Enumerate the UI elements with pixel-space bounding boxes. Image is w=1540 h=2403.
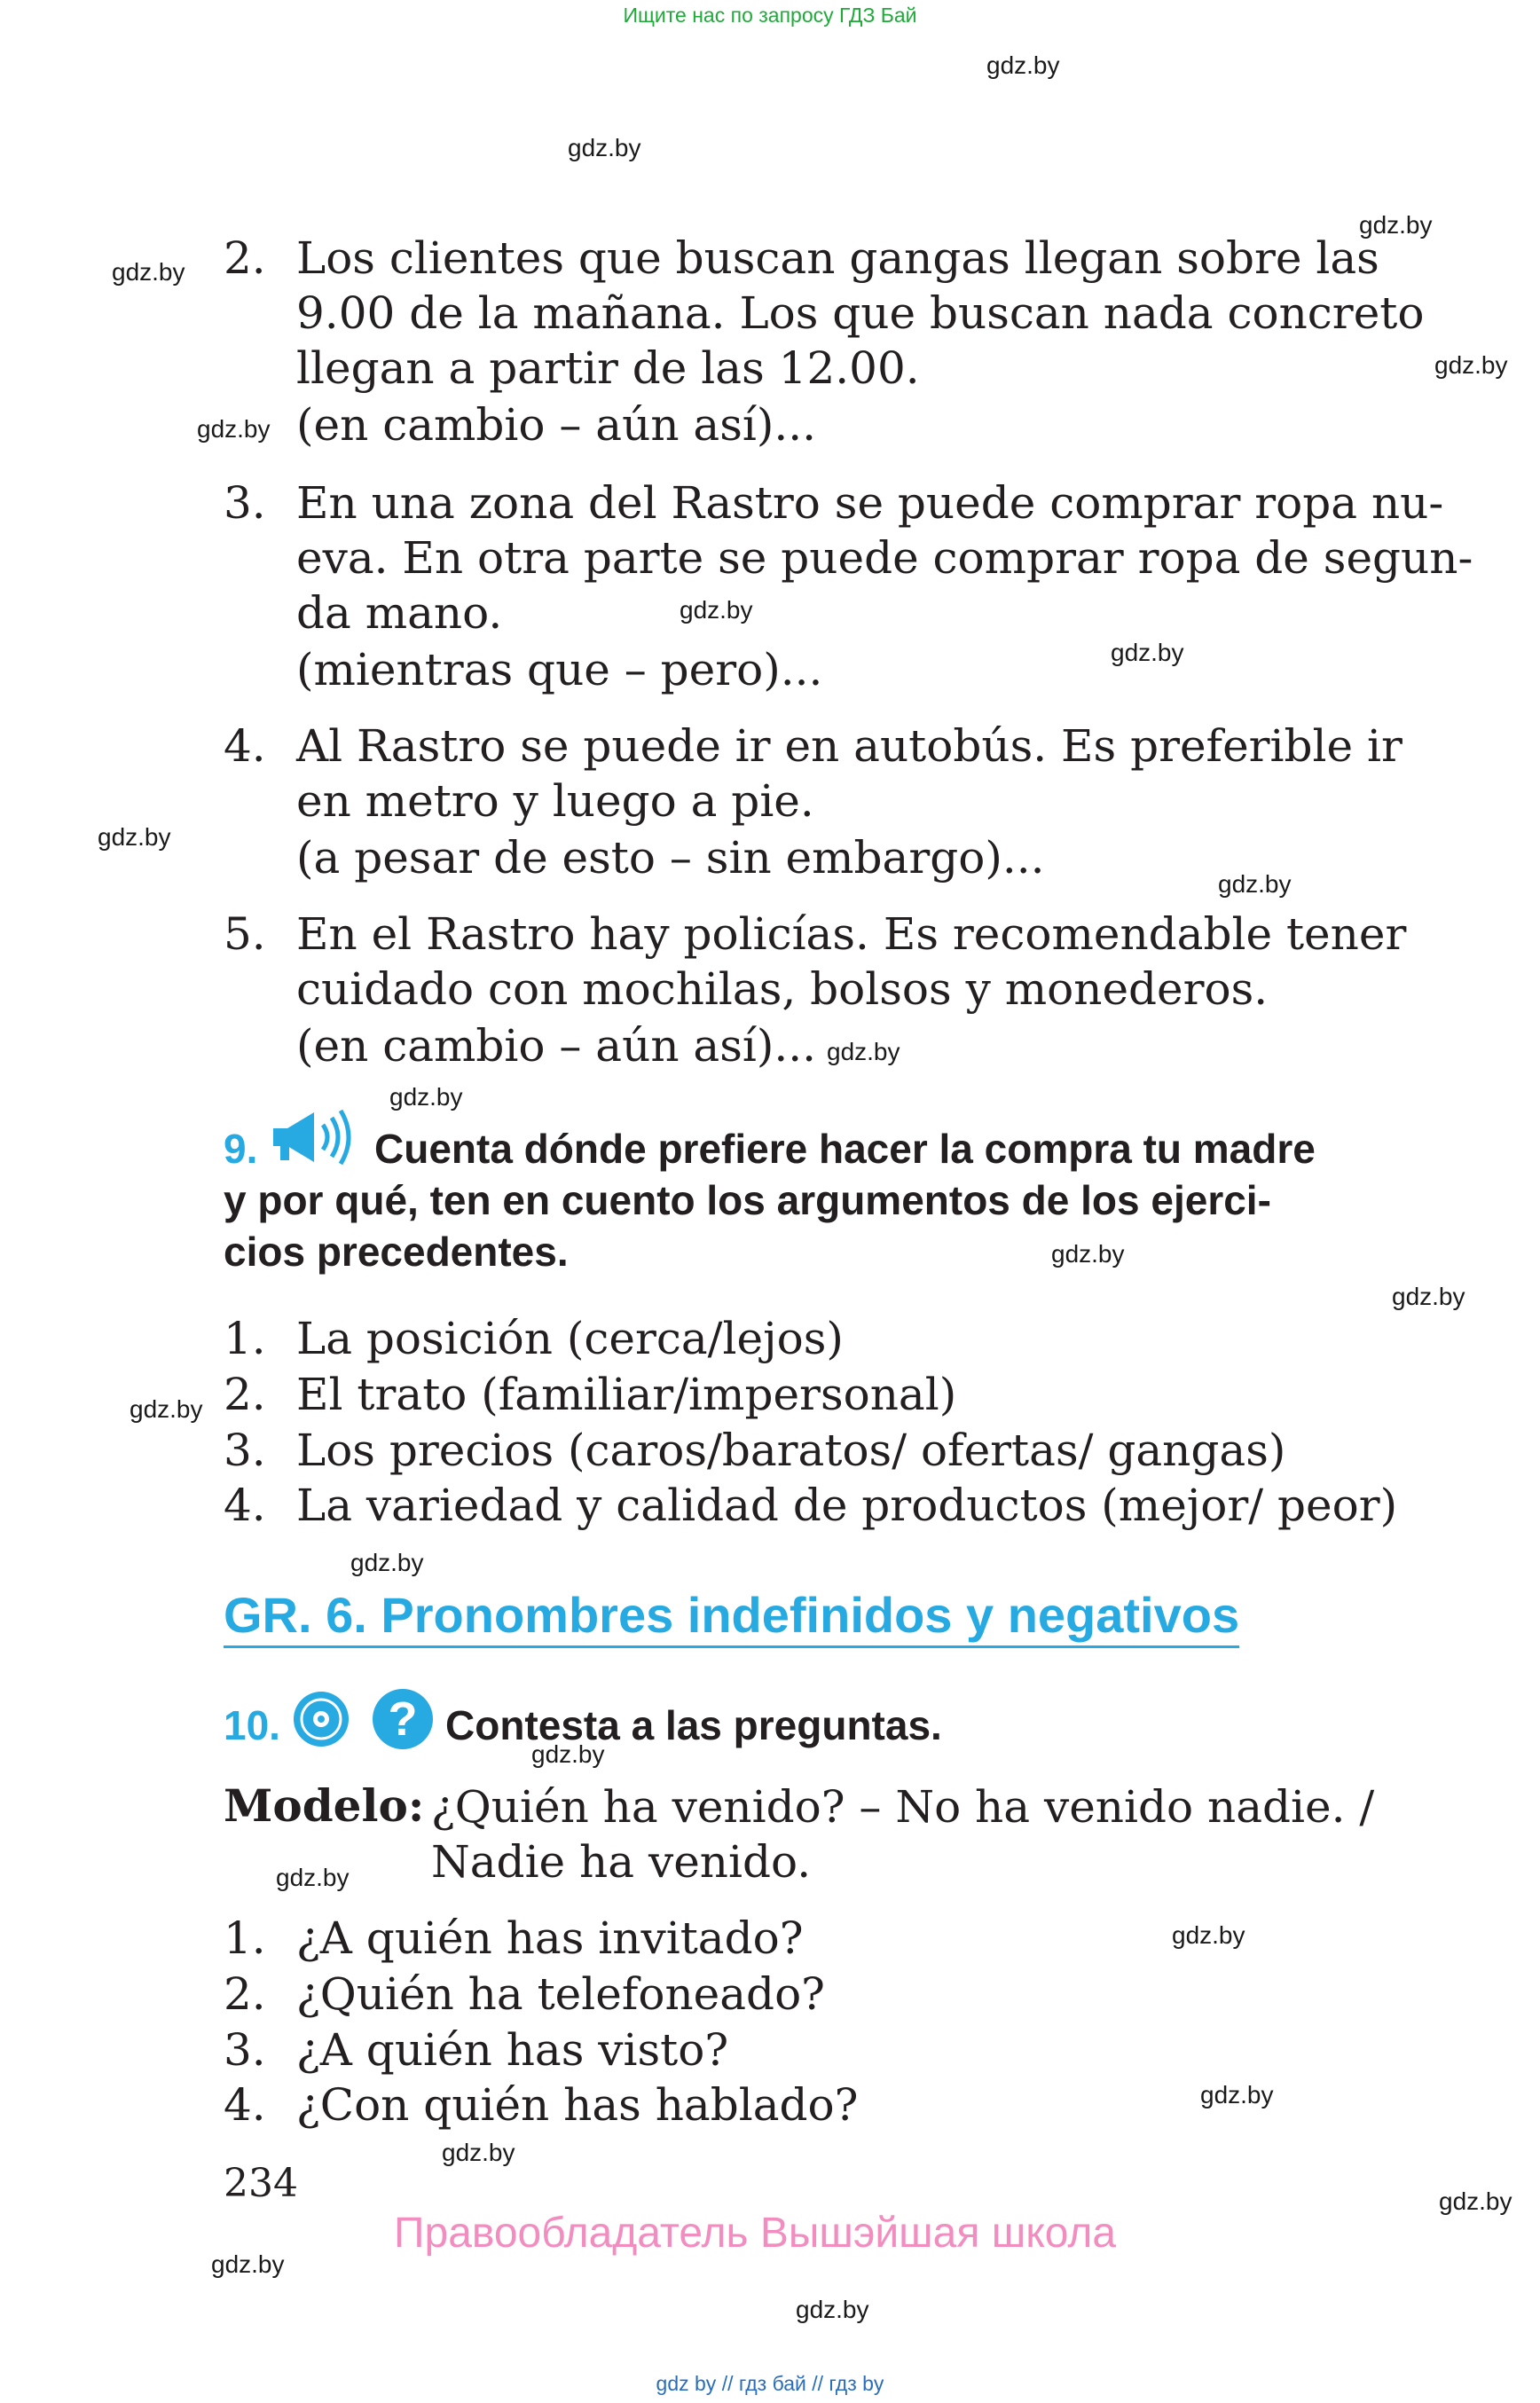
item-text: ¿Quién ha telefoneado? xyxy=(296,1968,825,2020)
watermark: gdz.by xyxy=(211,2250,285,2278)
item-text: El trato (familiar/impersonal) xyxy=(296,1369,957,1420)
exercise-instruction: Contesta a las preguntas. xyxy=(445,1702,942,1748)
exercise-instruction: y por qué, ten en cuento los argumentos de los ejerci- xyxy=(224,1177,1271,1223)
item-text: ¿A quién has invitado? xyxy=(296,1912,804,1964)
page-number: 234 xyxy=(224,2161,298,2206)
footer-links[interactable]: gdz by // гдз бай // гдз by xyxy=(656,2372,884,2395)
megaphone-icon xyxy=(268,1105,358,1169)
item-text: ¿Con quién has hablado? xyxy=(296,2079,859,2131)
watermark: gdz.by xyxy=(1200,2081,1274,2109)
exercise-number: 9. xyxy=(224,1126,258,1172)
item-number: 4. xyxy=(224,2079,266,2131)
item-hint: (mientras que – pero)... xyxy=(296,644,823,695)
item-text-line: En una zona del Rastro se puede comprar ropa nu- xyxy=(296,477,1444,529)
question-icon: ? xyxy=(373,1689,433,1749)
item-text-line: eva. En otra parte se puede comprar ropa de segun- xyxy=(296,532,1473,584)
item-number: 2. xyxy=(224,1968,266,2020)
modelo-text: Nadie ha venido. xyxy=(431,1836,812,1888)
watermark: gdz.by xyxy=(1172,1921,1245,1949)
watermark: gdz.by xyxy=(680,596,753,624)
exercise-instruction: cios precedentes. xyxy=(224,1229,569,1275)
item-text: Los precios (caros/baratos/ ofertas/ gangas) xyxy=(296,1425,1286,1476)
item-hint: (en cambio – aún así)... xyxy=(296,1020,817,1072)
item-number: 3. xyxy=(224,2024,266,2076)
item-number: 4. xyxy=(224,1480,266,1531)
watermark: gdz.by xyxy=(112,258,185,286)
item-text-line: Los clientes que buscan gangas llegan sobre las xyxy=(296,232,1379,284)
watermark: gdz.by xyxy=(276,1864,350,1891)
watermark: gdz.by xyxy=(1111,639,1184,666)
watermark: gdz.by xyxy=(98,823,171,851)
watermark: gdz.by xyxy=(1359,211,1433,239)
watermark: gdz.by xyxy=(1218,870,1292,898)
exercise-number: 10. xyxy=(224,1702,280,1748)
rights-holder: Правообладатель Вышэйшая школа xyxy=(394,2210,1117,2257)
item-text: La posición (cerca/lejos) xyxy=(296,1313,844,1364)
item-number: 2. xyxy=(224,232,266,284)
watermark: gdz.by xyxy=(442,2139,515,2166)
watermark: gdz.by xyxy=(1434,351,1508,379)
item-number: 1. xyxy=(224,1912,266,1964)
watermark: gdz.by xyxy=(1392,1283,1465,1310)
modelo-label: Modelo: xyxy=(224,1779,425,1832)
watermark: gdz.by xyxy=(796,2296,869,2323)
watermark: gdz.by xyxy=(350,1549,424,1576)
watermark: gdz.by xyxy=(389,1083,463,1111)
grammar-section-title: GR. 6. Pronombres indefinidos y negativos xyxy=(224,1586,1239,1648)
item-text-line: 9.00 de la mañana. Los que buscan nada concreto xyxy=(296,287,1425,339)
watermark: gdz.by xyxy=(531,1740,605,1768)
watermark: gdz.by xyxy=(1439,2187,1512,2215)
item-text-line: llegan a partir de las 12.00. xyxy=(296,342,920,394)
exercise-instruction: Cuenta dónde prefiere hacer la compra tu madre xyxy=(374,1126,1316,1172)
item-hint: (en cambio – aún así)... xyxy=(296,399,817,451)
watermark: gdz.by xyxy=(986,51,1060,79)
item-text-line: da mano. xyxy=(296,587,503,639)
item-number: 4. xyxy=(224,720,266,772)
watermark: gdz.by xyxy=(130,1395,203,1423)
item-text-line: en metro y luego a pie. xyxy=(296,775,814,827)
modelo-text: ¿Quién ha venido? – No ha venido nadie. / xyxy=(431,1781,1375,1833)
item-number: 3. xyxy=(224,477,266,529)
watermark: gdz.by xyxy=(568,134,641,161)
item-number: 1. xyxy=(224,1313,266,1364)
item-number: 3. xyxy=(224,1425,266,1476)
watermark: gdz.by xyxy=(1051,1240,1125,1268)
watermark: gdz.by xyxy=(827,1038,900,1065)
item-hint: (a pesar de esto – sin embargo)... xyxy=(296,832,1045,883)
top-banner: Ищите нас по запросу ГДЗ Бай xyxy=(623,4,917,27)
watermark: gdz.by xyxy=(197,415,271,443)
item-text: La variedad y calidad de productos (mejor/ peor) xyxy=(296,1480,1398,1531)
item-text-line: En el Rastro hay policías. Es recomendable tener xyxy=(296,908,1407,960)
item-text-line: cuidado con mochilas, bolsos y monederos. xyxy=(296,963,1269,1015)
item-number: 2. xyxy=(224,1369,266,1420)
item-text-line: Al Rastro se puede ir en autobús. Es preferible ir xyxy=(296,720,1402,772)
item-text: ¿A quién has visto? xyxy=(296,2024,729,2076)
disc-icon xyxy=(291,1689,351,1749)
item-number: 5. xyxy=(224,908,266,960)
